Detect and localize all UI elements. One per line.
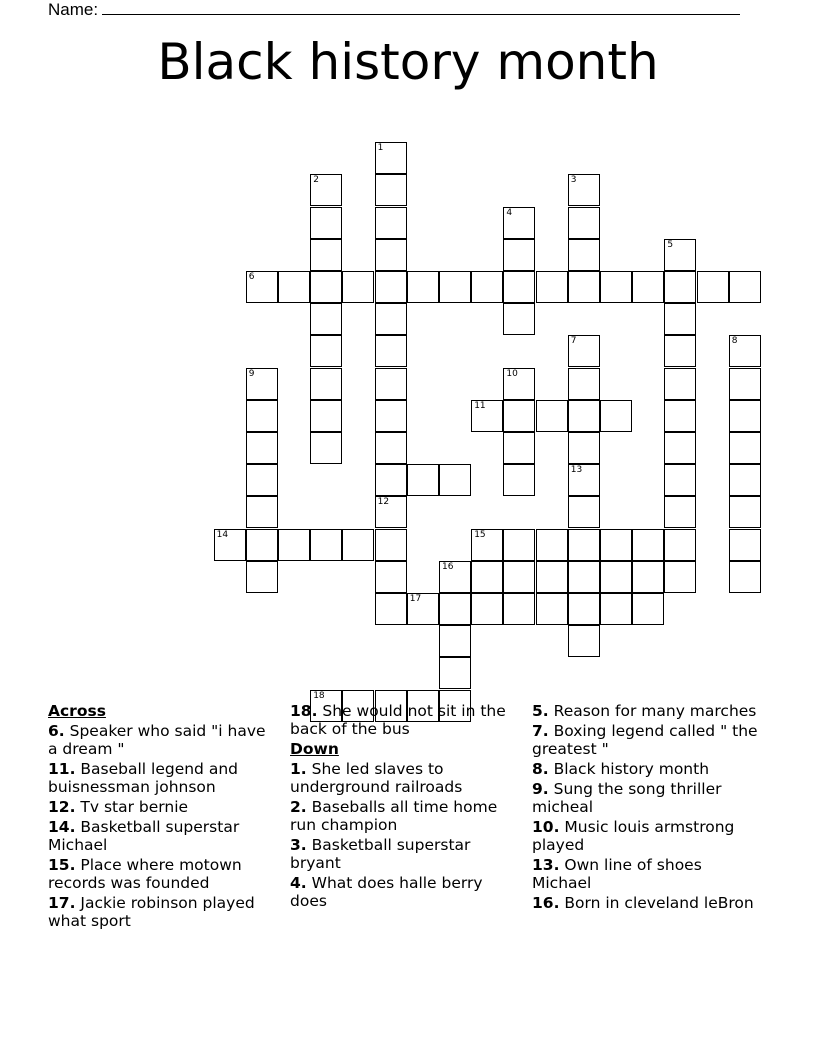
grid-cell[interactable]: [310, 400, 342, 432]
grid-cell[interactable]: [471, 593, 503, 625]
grid-cell[interactable]: [600, 561, 632, 593]
grid-cell[interactable]: [375, 464, 407, 496]
grid-cell[interactable]: [664, 239, 696, 271]
grid-cell[interactable]: [310, 239, 342, 271]
clue-number: 9: [248, 368, 255, 379]
page-title: Black history month: [157, 33, 659, 91]
clue-number: 13: [570, 465, 583, 476]
grid-cell[interactable]: [375, 239, 407, 271]
grid-cell[interactable]: [439, 271, 471, 303]
clue-item: [48, 856, 278, 892]
grid-cell[interactable]: [503, 207, 535, 239]
grid-cell[interactable]: [568, 271, 600, 303]
grid-cell[interactable]: [536, 400, 568, 432]
clue-number: 8: [731, 336, 738, 347]
clue-text: Basketball superstar bryant: [290, 836, 471, 872]
grid-cell[interactable]: [246, 368, 278, 400]
grid-cell[interactable]: [375, 303, 407, 335]
grid-cell[interactable]: [568, 625, 600, 657]
grid-cell[interactable]: [503, 561, 535, 593]
grid-cell[interactable]: [375, 142, 407, 174]
grid-cell[interactable]: [503, 239, 535, 271]
clue-text: What does halle berry does: [290, 874, 483, 910]
grid-cell[interactable]: [536, 271, 568, 303]
grid-cell[interactable]: [439, 593, 471, 625]
clue-number: 12.: [48, 798, 76, 816]
clue-number: 3: [570, 175, 577, 186]
grid-cell[interactable]: [664, 271, 696, 303]
grid-cell[interactable]: [439, 561, 471, 593]
grid-cell[interactable]: [729, 464, 761, 496]
clue-number: 8.: [532, 760, 549, 778]
grid-cell[interactable]: [632, 593, 664, 625]
grid-cell[interactable]: [310, 174, 342, 206]
clue-text: Tv star bernie: [75, 798, 189, 816]
clue-number: 7.: [532, 722, 549, 740]
clue-text: She would not sit in the back of the bus: [290, 702, 506, 738]
grid-cell[interactable]: [503, 432, 535, 464]
grid-cell[interactable]: [568, 464, 600, 496]
clue-number: 14.: [48, 818, 76, 836]
clue-item: [290, 836, 520, 872]
grid-cell[interactable]: [729, 400, 761, 432]
clue-item: [48, 818, 278, 854]
grid-cell[interactable]: [214, 529, 246, 561]
clue-text: She led slaves to underground railroads: [290, 760, 463, 796]
grid-cell[interactable]: [568, 207, 600, 239]
grid-cell[interactable]: [729, 432, 761, 464]
grid-cell[interactable]: [632, 271, 664, 303]
grid-cell[interactable]: [278, 271, 310, 303]
clue-number: 4: [506, 207, 513, 218]
grid-cell[interactable]: [600, 529, 632, 561]
grid-cell[interactable]: [729, 561, 761, 593]
grid-cell[interactable]: [375, 335, 407, 367]
grid-cell[interactable]: [278, 529, 310, 561]
clue-number: 15.: [48, 856, 76, 874]
grid-cell[interactable]: [536, 529, 568, 561]
grid-cell[interactable]: [375, 207, 407, 239]
clue-text: Born in cleveland leBron: [559, 894, 754, 912]
grid-cell[interactable]: [375, 496, 407, 528]
grid-cell[interactable]: [310, 368, 342, 400]
grid-cell[interactable]: [664, 400, 696, 432]
grid-cell[interactable]: [439, 464, 471, 496]
clue-number: 7: [570, 336, 577, 347]
clue-text: Basketball superstar Michael: [48, 818, 240, 854]
clue-text: Sung the song thriller micheal: [532, 780, 722, 816]
grid-cell[interactable]: [568, 335, 600, 367]
grid-cell[interactable]: [407, 271, 439, 303]
grid-cell[interactable]: [568, 593, 600, 625]
grid-cell[interactable]: [342, 529, 374, 561]
grid-cell[interactable]: [407, 593, 439, 625]
clue-number: 18.: [290, 702, 318, 720]
grid-cell[interactable]: [503, 303, 535, 335]
clue-item: [290, 874, 520, 910]
grid-cell[interactable]: [375, 432, 407, 464]
clue-item: [532, 702, 762, 720]
clues-column-1: [48, 702, 278, 932]
grid-cell[interactable]: [407, 464, 439, 496]
clue-item: [290, 798, 520, 834]
clue-number: 10.: [532, 818, 560, 836]
grid-cell[interactable]: [729, 368, 761, 400]
across-heading: Across: [48, 702, 106, 720]
grid-cell[interactable]: [503, 368, 535, 400]
clue-item: [290, 760, 520, 796]
name-label: Name:: [48, 0, 99, 19]
clue-number: 4.: [290, 874, 307, 892]
clue-number: 14: [216, 529, 229, 540]
clue-text: Speaker who said "i have a dream ": [48, 722, 266, 758]
grid-cell[interactable]: [246, 400, 278, 432]
grid-cell[interactable]: [375, 174, 407, 206]
grid-cell[interactable]: [568, 496, 600, 528]
grid-cell[interactable]: [729, 335, 761, 367]
clue-item: [532, 818, 762, 854]
grid-cell[interactable]: [310, 335, 342, 367]
clue-item: [532, 760, 762, 778]
clue-number: 10: [506, 368, 518, 379]
grid-cell[interactable]: [246, 432, 278, 464]
clue-number: 13.: [532, 856, 560, 874]
clue-number: 5: [667, 239, 674, 250]
grid-cell[interactable]: [342, 271, 374, 303]
clue-number: 18: [313, 690, 325, 701]
clue-text: Music louis armstrong played: [532, 818, 735, 854]
grid-cell[interactable]: [568, 239, 600, 271]
grid-cell[interactable]: [503, 529, 535, 561]
clue-item: [290, 702, 520, 738]
grid-cell[interactable]: [471, 400, 503, 432]
grid-cell[interactable]: [632, 561, 664, 593]
grid-cell[interactable]: [600, 400, 632, 432]
clue-number: 5.: [532, 702, 549, 720]
grid-cell[interactable]: [729, 529, 761, 561]
clue-number: 1: [377, 143, 384, 154]
grid-cell[interactable]: [503, 593, 535, 625]
clue-item: [48, 894, 278, 930]
clue-text: Baseball legend and buisnessman johnson: [48, 760, 238, 796]
grid-cell[interactable]: [246, 561, 278, 593]
clue-number: 17: [409, 594, 422, 604]
grid-cell[interactable]: [568, 529, 600, 561]
grid-cell[interactable]: [664, 529, 696, 561]
grid-cell[interactable]: [664, 368, 696, 400]
grid-cell[interactable]: [246, 529, 278, 561]
clue-number: 6.: [48, 722, 65, 740]
clue-item: [532, 780, 762, 816]
clue-number: 16.: [532, 894, 560, 912]
grid-cell[interactable]: [471, 271, 503, 303]
down-heading: Down: [290, 740, 339, 758]
clue-number: 3.: [290, 836, 307, 854]
clue-number: 15: [474, 529, 486, 540]
grid-cell[interactable]: [375, 271, 407, 303]
grid-cell[interactable]: [664, 496, 696, 528]
clue-number: 2: [313, 175, 319, 186]
clues-column-3: [532, 702, 762, 914]
grid-cell[interactable]: [664, 335, 696, 367]
grid-cell[interactable]: [375, 400, 407, 432]
clue-text: Baseballs all time home run champion: [290, 798, 498, 834]
grid-cell[interactable]: [471, 561, 503, 593]
clue-text: Own line of shoes Michael: [532, 856, 702, 892]
grid-cell[interactable]: [568, 561, 600, 593]
grid-cell[interactable]: [664, 432, 696, 464]
grid-cell[interactable]: [375, 368, 407, 400]
clue-number: 16: [442, 561, 454, 572]
grid-cell[interactable]: [246, 271, 278, 303]
grid-cell[interactable]: [664, 303, 696, 335]
clue-item: [532, 722, 762, 758]
clue-text: Jackie robinson played what sport: [48, 894, 255, 930]
grid-cell[interactable]: [600, 271, 632, 303]
grid-cell[interactable]: [503, 271, 535, 303]
grid-cell[interactable]: [697, 271, 729, 303]
clue-number: 17.: [48, 894, 76, 912]
clue-number: 1.: [290, 760, 307, 778]
grid-cell[interactable]: [568, 400, 600, 432]
grid-cell[interactable]: [536, 561, 568, 593]
grid-cell[interactable]: [310, 529, 342, 561]
clue-number: 11.: [48, 760, 76, 778]
clue-number: 12: [377, 497, 390, 508]
clue-item: [532, 856, 762, 892]
grid-cell[interactable]: [664, 464, 696, 496]
grid-cell[interactable]: [536, 593, 568, 625]
grid-cell[interactable]: [310, 271, 342, 303]
grid-cell[interactable]: [471, 529, 503, 561]
grid-cell[interactable]: [375, 529, 407, 561]
grid-cell[interactable]: [310, 207, 342, 239]
clue-number: 2.: [290, 798, 307, 816]
clue-text: Place where motown records was founded: [48, 856, 242, 892]
grid-cell[interactable]: [568, 368, 600, 400]
grid-cell[interactable]: [503, 464, 535, 496]
grid-cell[interactable]: [246, 464, 278, 496]
clue-number: 9.: [532, 780, 549, 798]
clue-text: Black history month: [548, 760, 710, 778]
clue-item: [48, 798, 278, 816]
grid-cell[interactable]: [375, 561, 407, 593]
grid-cell[interactable]: [246, 496, 278, 528]
grid-cell[interactable]: [439, 625, 471, 657]
clue-item: [532, 894, 762, 912]
grid-cell[interactable]: [568, 174, 600, 206]
grid-cell[interactable]: [664, 561, 696, 593]
grid-cell[interactable]: [375, 593, 407, 625]
grid-cell[interactable]: [503, 400, 535, 432]
grid-cell[interactable]: [729, 271, 761, 303]
clue-item: [48, 760, 278, 796]
clues-column-2: [290, 702, 520, 912]
grid-cell[interactable]: [729, 496, 761, 528]
grid-cell[interactable]: [310, 303, 342, 335]
grid-cell[interactable]: [310, 432, 342, 464]
clue-number: 6: [248, 272, 255, 282]
clue-item: [48, 722, 278, 758]
grid-cell[interactable]: [568, 432, 600, 464]
grid-cell[interactable]: [632, 529, 664, 561]
clue-number: 11: [474, 400, 486, 411]
grid-cell[interactable]: [439, 657, 471, 689]
grid-cell[interactable]: [600, 593, 632, 625]
clue-text: Boxing legend called " the greatest ": [532, 722, 758, 758]
clue-text: Reason for many marches: [548, 702, 757, 720]
